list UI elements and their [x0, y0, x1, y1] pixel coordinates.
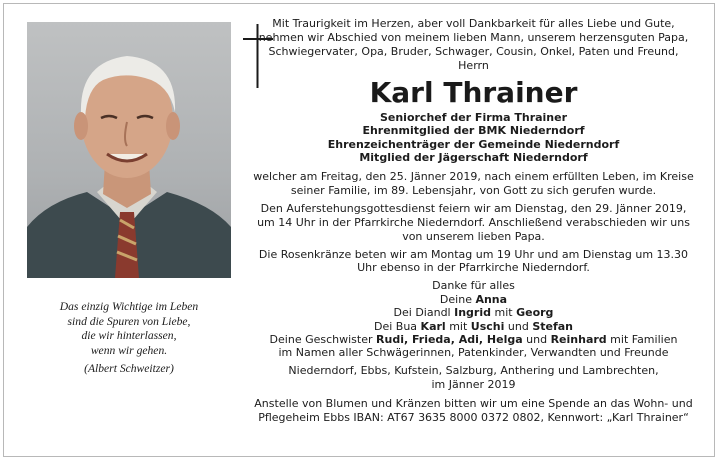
quote-line: Das einzig Wichtige im Leben: [59, 300, 199, 313]
thanks-line: Deine Anna: [439, 292, 508, 306]
quote-line: die wir hinterlassen,: [81, 329, 177, 343]
intro-text: Mit Traurigkeit im Herzen, aber voll Dankbarkeit für alles Liebe und Gute, nehmen wir Abschied von meinem lieben Mann, unserem herzensguten Papa, Schwiegervater, Opa, Bruder, Schwager, Cousin, Onkel, Paten und Freund, Herrn: [258, 17, 689, 72]
portrait-photo: [27, 22, 231, 278]
place-date: [252, 364, 695, 392]
title-line: Seniorchef der Firma Thrainer: [379, 110, 568, 124]
thanks-line: Dei Diandl Ingrid mit Georg: [393, 306, 554, 320]
title-line: Ehrenmitglied der BMK Niederndorf: [362, 124, 585, 138]
quote-block: [27, 300, 231, 377]
quote-line: wenn wir gehen.: [90, 344, 168, 358]
donation-paragraph: Anstelle von Blumen und Kränzen bitten wir um eine Spende an das Wohn- und Pflegeheim Ebbs IBAN: AT67 3635 8000 0372 0802, Kennwort: „Karl Thrainer“: [254, 396, 693, 424]
thanks-line: Danke für alles: [432, 279, 515, 293]
quote-line: sind die Spuren von Liebe,: [67, 314, 191, 328]
thanks-block: [252, 279, 695, 359]
thanks-line: Dei Bua Karl mit Uschi und Stefan: [374, 319, 573, 333]
titles-list: [252, 111, 695, 165]
places-line: Niederndorf, Ebbs, Kufstein, Salzburg, Anthering und Lambrechten,: [288, 363, 659, 377]
deceased-name: Karl Thrainer: [369, 75, 578, 109]
title-line: Mitglied der Jägerschaft Niederndorf: [359, 151, 588, 165]
portrait-illustration: [27, 22, 231, 278]
thanks-line: Deine Geschwister Rudi, Frieda, Adi, Helga und Reinhard mit Familien: [269, 332, 678, 346]
date-line: im Jänner 2019: [431, 377, 516, 391]
service-paragraph: Den Auferstehungsgottesdienst feiern wir am Dienstag, den 29. Jänner 2019, um 14 Uhr in der Pfarrkirche Niederndorf. Anschließend verabschieden wir uns von unserem lieben Papa.: [257, 201, 690, 243]
obituary-text: [252, 17, 695, 428]
rosary-paragraph: Die Rosenkränze beten wir am Montag um 19 Uhr und am Dienstag um 13.30 Uhr ebenso in der Pfarrkirche Niederndorf.: [258, 247, 689, 275]
title-line: Ehrenzeichenträger der Gemeinde Niederndorf: [327, 137, 620, 151]
thanks-line: im Namen aller Schwägerinnen, Patenkinder, Verwandten und Freunde: [278, 346, 669, 360]
quote-author: (Albert Schweitzer): [84, 361, 174, 375]
death-paragraph: welcher am Freitag, den 25. Jänner 2019, nach einem erfüllten Leben, im Kreise seiner Familie, im 89. Lebensjahr, von Gott zu sich gerufen wurde.: [253, 170, 694, 197]
